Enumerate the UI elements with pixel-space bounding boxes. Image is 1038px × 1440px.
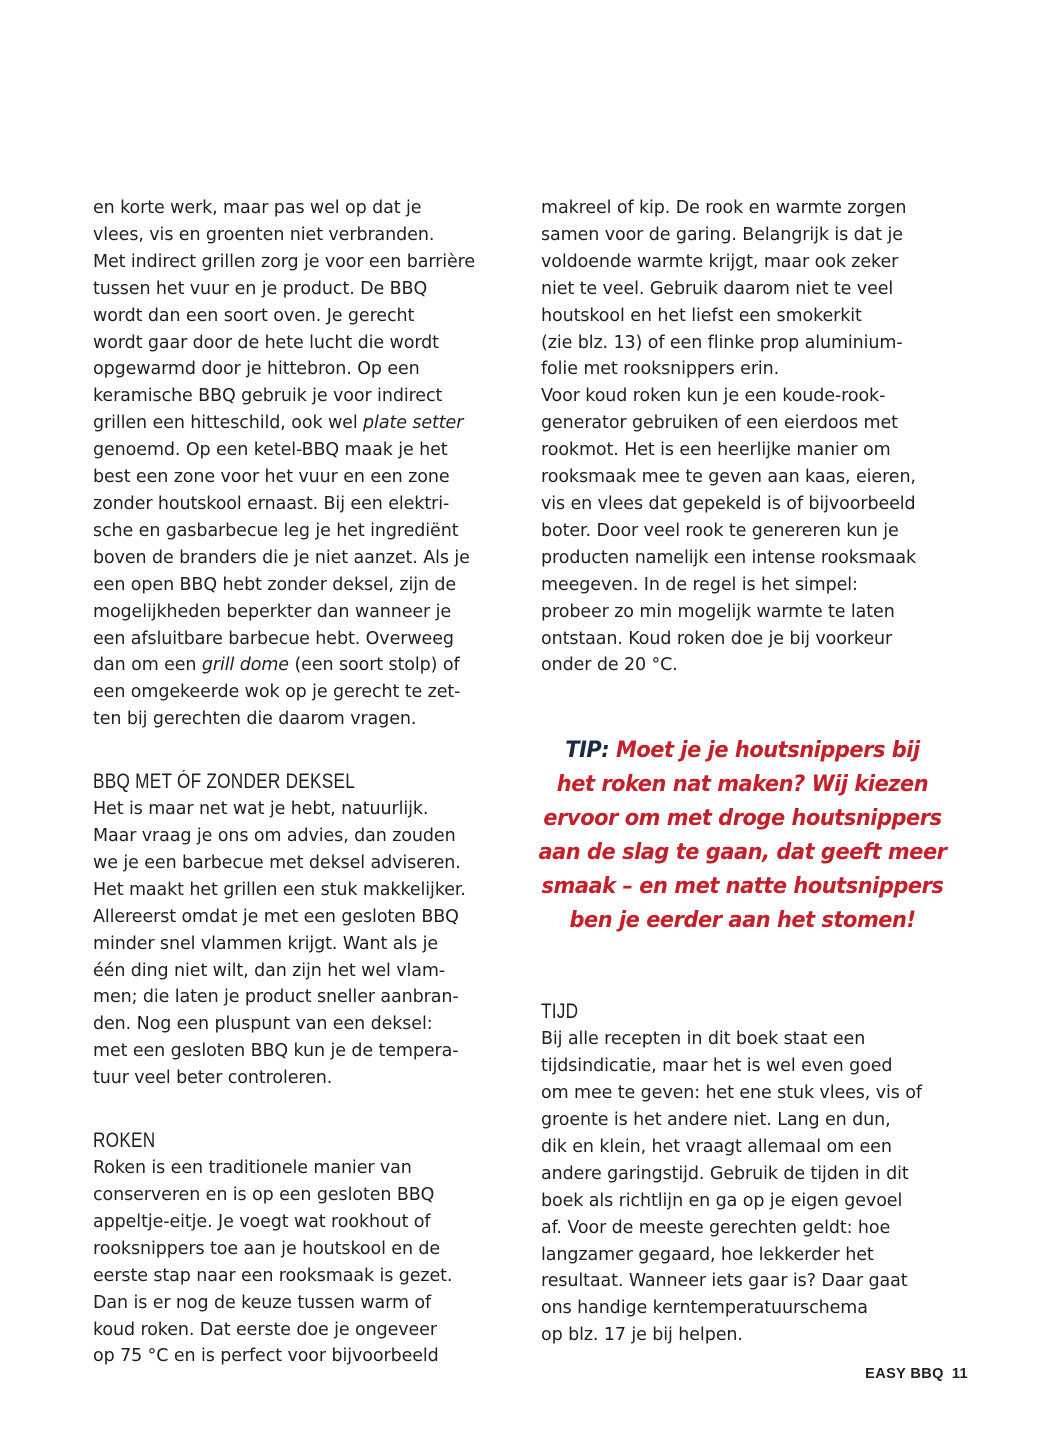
text-line: appeltje-eitje. Je voegt wat rookhout of bbox=[93, 1211, 431, 1232]
text-line: meegeven. In de regel is het simpel: bbox=[541, 574, 858, 595]
text-line: Met indirect grillen zorg je voor een barrière bbox=[93, 251, 476, 272]
text-line: af. Voor de meeste gerechten geldt: hoe bbox=[541, 1217, 891, 1238]
text-line: tuur veel beter controleren. bbox=[93, 1068, 333, 1089]
left-column bbox=[93, 195, 513, 1370]
deksel-paragraph bbox=[93, 796, 513, 1092]
text-line: voldoende warmte krijgt, maar ook zeker bbox=[541, 251, 899, 272]
deksel-heading: BBQ MET ÓF ZONDER DEKSEL bbox=[93, 770, 356, 794]
text-line: genoemd. Op een ketel-BBQ maak je het bbox=[93, 440, 448, 461]
text-line: wordt gaar door de hete lucht die wordt bbox=[93, 332, 439, 353]
tip-line: ervoor om met droge houtsnippers bbox=[543, 805, 942, 831]
text-line: vlees, vis en groenten niet verbranden. bbox=[93, 224, 435, 245]
text-line: folie met rooksnippers erin. bbox=[541, 359, 780, 380]
text-line: we je een barbecue met deksel adviseren. bbox=[93, 852, 461, 873]
text-line: rooksmaak mee te geven aan kaas, eieren, bbox=[541, 467, 916, 488]
page-footer bbox=[865, 1366, 968, 1382]
tip-line: aan de slag te gaan, dat geeft meer bbox=[538, 839, 947, 865]
tijd-heading: TIJD bbox=[541, 1000, 579, 1024]
text-line: keramische BBQ gebruik je voor indirect bbox=[93, 386, 443, 407]
text-line: (zie blz. 13) of een flinke prop aluminium- bbox=[541, 332, 903, 353]
tijd-paragraph bbox=[541, 1026, 961, 1349]
tip-label: TIP: bbox=[565, 737, 610, 763]
text-line: opgewarmd door je hittebron. Op een bbox=[93, 359, 420, 380]
tip-line: smaak – en met natte houtsnippers bbox=[541, 873, 944, 899]
text-line: sche en gasbarbecue leg je het ingrediënt bbox=[93, 520, 459, 541]
text-line: mogelijkheden beperkter dan wanneer je bbox=[93, 601, 452, 622]
text-line: dik en klein, het vraagt allemaal om een bbox=[541, 1136, 892, 1157]
text-line: houtskool en het liefst een smokerkit bbox=[541, 305, 862, 326]
text-line: generator gebruiken of een eierdoos met bbox=[541, 413, 898, 434]
text-line: andere garingstijd. Gebruik de tijden in dit bbox=[541, 1163, 909, 1184]
text-line: tussen het vuur en je product. De BBQ bbox=[93, 278, 428, 299]
text-line: men; die laten je product sneller aanbran- bbox=[93, 987, 459, 1008]
text-line: Roken is een traditionele manier van bbox=[93, 1158, 412, 1179]
text-line: Dan is er nog de keuze tussen warm of bbox=[93, 1292, 432, 1313]
text-line: boven de branders die je niet aanzet. Als je bbox=[93, 547, 470, 568]
text-line: op blz. 17 je bij helpen. bbox=[541, 1325, 743, 1346]
text-line: met een gesloten BBQ kun je de tempera- bbox=[93, 1041, 459, 1062]
text-line: probeer zo min mogelijk warmte te laten bbox=[541, 601, 895, 622]
text-line: rooksnippers toe aan je houtskool en de bbox=[93, 1238, 441, 1259]
text-line: vis en vlees dat gepekeld is of bijvoorbeeld bbox=[541, 493, 916, 514]
text-line: een omgekeerde wok op je gerecht te zet- bbox=[93, 682, 461, 703]
text-line: niet te veel. Gebruik daarom niet te veel bbox=[541, 278, 894, 299]
text-line: en korte werk, maar pas wel op dat je bbox=[93, 198, 422, 218]
text-line: rookmot. Het is een heerlijke manier om bbox=[541, 440, 891, 461]
text-line: ons handige kerntemperatuurschema bbox=[541, 1298, 868, 1319]
text-line: koud roken. Dat eerste doe je ongeveer bbox=[93, 1319, 437, 1340]
text-line: den. Nog een pluspunt van een deksel: bbox=[93, 1014, 433, 1035]
text-line: zonder houtskool ernaast. Bij een elektri- bbox=[93, 493, 450, 514]
roken-continued-paragraph bbox=[541, 195, 961, 679]
text-line: conserveren en is op een gesloten BBQ bbox=[93, 1185, 435, 1205]
text-line: Het maakt het grillen een stuk makkelijker. bbox=[93, 879, 466, 900]
text-line: tijdsindicatie, maar het is wel even goed bbox=[541, 1056, 893, 1077]
tip-first-line bbox=[536, 733, 950, 767]
text-line: een open BBQ hebt zonder deksel, zijn de bbox=[93, 574, 457, 595]
text-line: één ding niet wilt, dan zijn het wel vlam- bbox=[93, 960, 446, 981]
text-line: Het is maar net wat je hebt, natuurlijk. bbox=[93, 799, 429, 820]
text-line: eerste stap naar een rooksmaak is gezet. bbox=[93, 1265, 453, 1286]
text-line: resultaat. Wanneer iets gaar is? Daar gaat bbox=[541, 1271, 908, 1292]
roken-paragraph bbox=[93, 1155, 513, 1370]
tip-line: het roken nat maken? Wij kiezen bbox=[556, 771, 929, 797]
text-line: producten namelijk een intense rooksmaak bbox=[541, 547, 917, 568]
text-line: minder snel vlammen krijgt. Want als je bbox=[93, 933, 439, 954]
text-line: boter. Door veel rook te genereren kun je bbox=[541, 520, 899, 541]
text-line: ontstaan. Koud roken doe je bij voorkeur bbox=[541, 628, 893, 649]
tip-text-start: Moet je je houtsnippers bij bbox=[616, 737, 920, 763]
text-line: langzamer gegaard, hoe lekkerder het bbox=[541, 1244, 874, 1265]
roken-heading: ROKEN bbox=[93, 1129, 156, 1153]
text-line: groente is het andere niet. Lang en dun, bbox=[541, 1110, 891, 1131]
tip-line: ben je eerder aan het stomen! bbox=[569, 907, 916, 933]
text-line: een afsluitbare barbecue hebt. Overweeg bbox=[93, 628, 454, 649]
text-line: samen voor de garing. Belangrijk is dat je bbox=[541, 224, 903, 245]
text-line: best een zone voor het vuur en een zone bbox=[93, 467, 450, 488]
text-line: boek als richtlijn en ga op je eigen gevoel bbox=[541, 1190, 903, 1211]
text-line: Allereerst omdat je met een gesloten BBQ bbox=[93, 906, 459, 927]
text-line: om mee te geven: het ene stuk vlees, vis of bbox=[541, 1083, 922, 1104]
book-title: EASY BBQ bbox=[865, 1366, 944, 1382]
text-line: onder de 20 °C. bbox=[541, 655, 678, 676]
text-line: ten bij gerechten die daarom vragen. bbox=[93, 709, 417, 730]
text-line: wordt dan een soort oven. Je gerecht bbox=[93, 305, 415, 326]
text-line: dan om een grill dome (een soort stolp) of bbox=[93, 655, 460, 676]
text-line: Bij alle recepten in dit boek staat een bbox=[541, 1029, 866, 1050]
text-line: makreel of kip. De rook en warmte zorgen bbox=[541, 198, 907, 218]
text-line: grillen een hitteschild, ook wel plate setter bbox=[93, 413, 464, 434]
text-line: Maar vraag je ons om advies, dan zouden bbox=[93, 826, 456, 847]
tip-callout bbox=[520, 733, 965, 937]
text-line: Voor koud roken kun je een koude-rook- bbox=[541, 386, 886, 407]
tip-text bbox=[520, 767, 965, 937]
page-number: 11 bbox=[951, 1366, 968, 1382]
text-line: op 75 °C en is perfect voor bijvoorbeeld bbox=[93, 1346, 439, 1367]
indirect-grillen-paragraph bbox=[93, 195, 513, 733]
